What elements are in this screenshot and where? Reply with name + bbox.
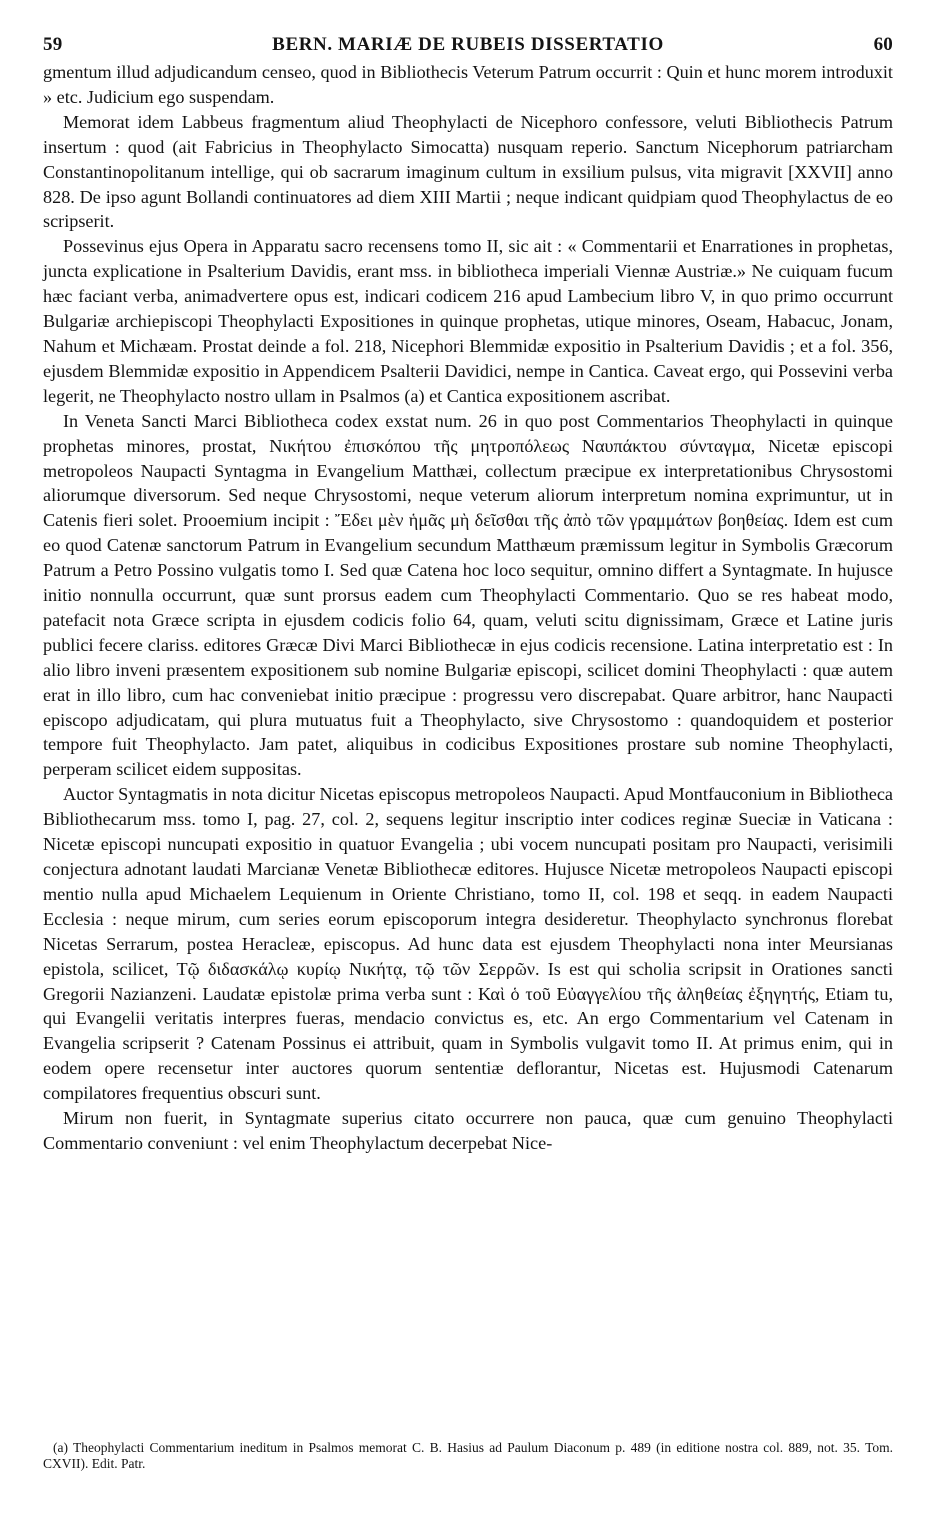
footnote: (a) Theophylacti Commentarium ineditum in Psalmos memorat C. B. Hasius ad Paulum Diaconum p. 489 (in editione nostra col. 889, not. 35. Tom. CXVII). Edit. Patr. [43, 1440, 893, 1471]
main-text [43, 60, 893, 1156]
running-title: BERN. MARIÆ DE RUBEIS DISSERTATIO [272, 34, 664, 55]
paragraph: Memorat idem Labbeus fragmentum aliud Theophylacti de Nicephoro confessore, veluti Bibliothecis Patrum insertum : quod (ait Fabricius in Theophylacto Simocatta) nusquam reperio. Sanctum Nicephorum patriarcham Constantinopolitanum intellige, qui ob sacrarum imaginum cultum in exsilium pulsus, vita migravit [XXVII] anno 828. De ipso agunt Bollandi continuatores ad diem XIII Martii ; neque indicant quidpiam quod Theophylactus de eo scripserit. [43, 111, 893, 232]
paragraph: In Veneta Sancti Marci Bibliotheca codex exstat num. 26 in quo post Commentarios Theophylacti in quinque prophetas minores, prostat, Νικήτου ἐπισκόπου τῆς μητροπόλεως Ναυπάκτου σύνταγμα, Nicetæ episcopi metropoleos Naupacti Syntagma in Evangelium Matthæi, collectum præcipue ex interpretationibus Chrysostomi aliorumque diversorum. Sed neque Chrysostomi, neque veterum aliorum interpretum nomina exprimuntur, ut in Catenis fieri solet. Prooemium incipit : Ἔδει μὲν ἡμᾶς μὴ δεῖσθαι τῆς ἀπὸ τῶν γραμμάτων βοηθείας. Idem est cum eo quod Catenæ sanctorum Patrum in Evangelium secundum Matthæum præmissum legitur in Symbolis Græcorum Patrum a Petro Possino vulgatis tomo I. Sed quæ Catena hoc loco sequitur, omnino differt a Syntagmate. In hujusce initio nonnulla occurrunt, quæ sunt prorsus eadem cum Theophylacti Commentario. Quo se res habeat modo, patefacit nota Græce scripta in ejusdem codicis folio 64, quam, veluti scitu dignissimam, Græce et Latine juris publici fecere clariss. editores Græcæ Divi Marci Bibliothecæ in ejus codicis recensione. Latina interpretatio est : In alio libro inveni præsentem expositionem sub nomine Bulgariæ episcopi, scilicet domini Theophylacti : quæ autem erat in illo libro, cum hac conveniebat initio præcipue : progressu vero discrepabat. Quare arbitror, hanc Naupacti episcopo adjudicatam, qui plura mutuatus fuit a Theophylacto, sive Chrysostomo : quandoquidem et posterior tempore fuit Theophylacto. Jam patet, aliquibus in codicibus Expositiones prostare sub nomine Theophylacti, perperam scilicet eidem suppositas. [43, 410, 893, 780]
running-head [43, 34, 893, 56]
paragraph: Auctor Syntagmatis in nota dicitur Nicetas episcopus metropoleos Naupacti. Apud Montfauconium in Bibliotheca Bibliothecarum mss. tomo I, pag. 27, col. 2, sequens legitur inscriptio inter codices reginæ Sueciæ in Vaticana : Nicetæ episcopi nuncupati expositio in quatuor Evangelia ; ubi vocem nuncupati positam pro Naupacti, verisimili conjectura adnotant laudati Marcianæ Venetæ Bibliothecæ editores. Hujusce Nicetæ metropoleos Naupacti episcopi mentio nulla apud Michaelem Lequienum in Oriente Christiano, tomo II, col. 198 et seqq. in eadem Naupacti Ecclesia : neque mirum, cum series eorum episcoporum integra desideretur. Theophylacto synchronus florebat Nicetas Serrarum, postea Heracleæ, episcopus. Ad hunc data est ejusdem Theophylacti nona inter Meursianas epistola, scilicet, Τῷ διδασκάλῳ κυρίῳ Νικήτᾳ, τῷ τῶν Σερρῶν. Is est qui scholia scripsit in Orationes sancti Gregorii Nazianzeni. Laudatæ epistolæ prima verba sunt : Καὶ ὁ τοῦ Εὐαγγελίου τῆς ἀληθείας ἐξηγητής, Etiam tu, qui Evangelii veritatis interpres fueras, mendacio convictus es, etc. An ergo Commentarium vel Catenam in Evangelia scripserit ? Catenam Possinus ei attribuit, quam in Symbolis vulgavit tomo II. At primus enim, qui in eodem opere recensetur inter auctores quorum sententiæ deflorantur, Nicetas est. Hujusmodi Catenarum compilatores frequentius obscuri sunt. [43, 784, 893, 1104]
page-number-right: 60 [873, 34, 893, 55]
paragraph: Possevinus ejus Opera in Apparatu sacro recensens tomo II, sic ait : « Commentarii et Enarrationes in prophetas, juncta explicatione in Psalterium Davidis, erant mss. in bibliotheca imperiali Viennæ Austriæ.» Ne cuiquam fucum hæc faciant verba, animadvertere opus est, indicari codicem 216 apud Lambecium libro V, in quo primo occurrunt Bulgariæ archiepiscopi Theophylacti Expositiones in quinque prophetas, utique minores, Oseam, Habacuc, Jonam, Nahum et Michæam. Prostat deinde a fol. 218, Nicephori Blemmidæ expositio in Psalterium Davidis ; et a fol. 356, ejusdem Blemmidæ expositio in Appendicem Psalterii Davidici, nempe in Cantica. Caveat ergo, qui Possevini verba legerit, ne Theophylacto nostro ullam in Psalmos (a) et Cantica expositionem ascribat. [43, 236, 893, 406]
paragraph: Mirum non fuerit, in Syntagmate superius citato occurrere non pauca, quæ cum genuino Theophylacti Commentario conveniunt : vel enim Theophylactum decerpebat Nice- [43, 1108, 893, 1153]
paragraph-continued: gmentum illud adjudicandum censeo, quod in Bibliothecis Veterum Patrum occurrit : Quin et hunc morem introduxit » etc. Judicium ego suspendam. [43, 62, 893, 107]
page-number-left: 59 [43, 34, 63, 55]
footnotes [43, 1440, 893, 1472]
